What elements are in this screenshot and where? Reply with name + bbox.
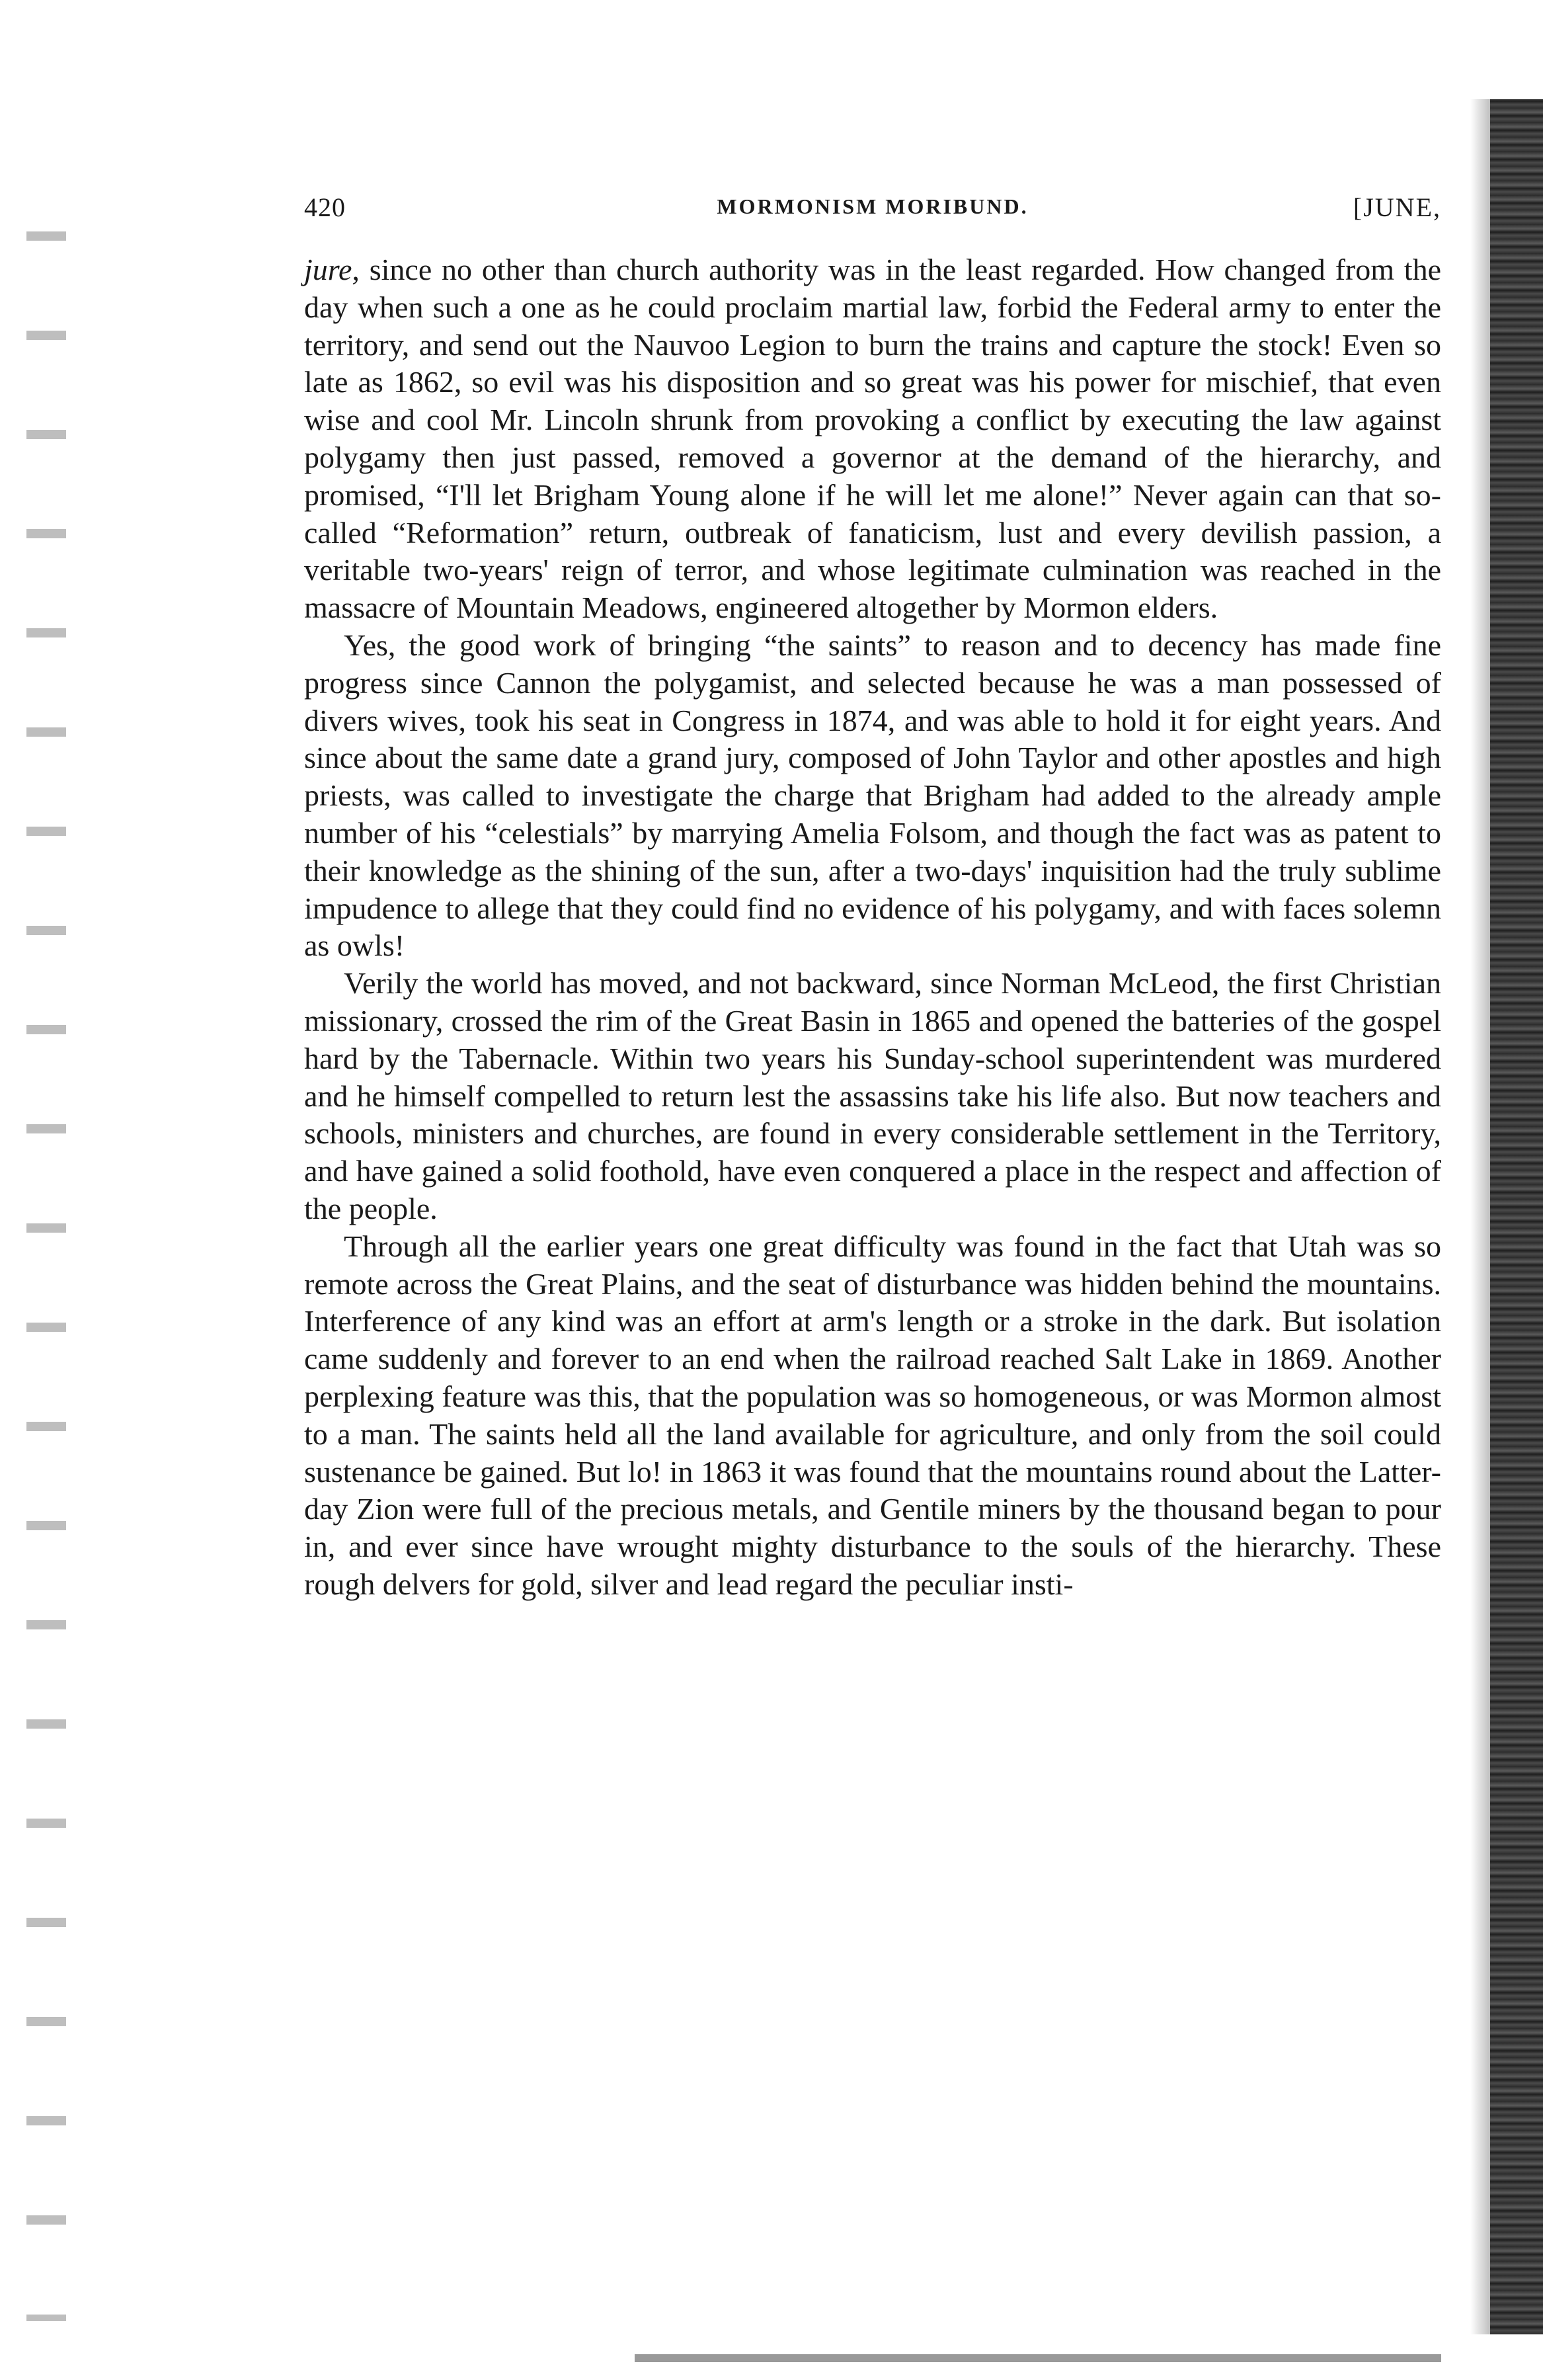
paragraph-1-text: since no other than church authority was in the least regarded. How changed from the day when such a one as he could proclaim martial law, forbid the Federal army to enter the territory, and send out the Nauvoo Legion to burn the trains and capture the stock! Even so late as 1862, so evil was his disposition and so great was his power for mischief, that even wise and cool Mr. Lincoln shrunk from provoking a conflict by executing the law against polygamy then just passed, removed a governor at the demand of the hierarchy, and promised, “I'll let Brigham Young alone if he will let me alone!” Never again can that so-called “Reformation” return, outbreak of fanaticism, lust and every devilish passion, a veritable two-years' reign of terror, and whose legitimate culmination was reached in the massacre of Mountain Meadows, engineered altogether by Mormon elders. <box>304 253 1441 625</box>
running-head-month: [JUNE, <box>1353 192 1441 222</box>
paragraph-1 <box>304 251 1441 627</box>
running-head <box>304 192 1441 231</box>
bottom-scan-rule <box>635 2354 1441 2362</box>
left-margin-artifacts <box>26 172 66 2321</box>
body-text <box>304 251 1441 1604</box>
paragraph-1-lead-italic: jure, <box>304 253 360 286</box>
paragraph-2: Yes, the good work of bringing “the saints” to reason and to decency has made fine progress since Cannon the polygamist, and selected because he was a man possessed of divers wives, took his seat in Congress in 1874, and was able to hold it for eight years. And since about the same date a grand jury, composed of John Taylor and other apostles and high priests, was called to investigate the charge that Brigham had added to the already ample number of his “celestials” by marrying Amelia Folsom, and though the fact was as patent to their knowledge as the shining of the sun, after a two-days' inquisition had the truly sublime impudence to allege that they could find no evidence of his polygamy, and with faces solemn as owls! <box>304 628 1441 963</box>
paragraph-4: Through all the earlier years one great difficulty was found in the fact that Utah was so remote across the Great Plains, and the seat of disturbance was hidden behind the mountains. Interference of any kind was an effort at arm's length or a stroke in the dark. But isolation came suddenly and forever to an end when the railroad reached Salt Lake in 1869. Another perplexing feature was this, that the population was so homogeneous, or was Mormon almost to a man. The saints held all the land available for agriculture, and only from the soil could sustenance be gained. But lo! in 1863 it was found that the mountains round about the Latter-day Zion were full of the precious metals, and Gentile miners by the thousand began to pour in, and ever since have wrought mighty disturbance to the souls of the hierarchy. These rough delvers for gold, silver and lead regard the peculiar insti- <box>304 1229 1441 1601</box>
running-title: MORMONISM MORIBUND. <box>717 194 1029 218</box>
page-number: 420 <box>304 192 346 222</box>
paragraph-3: Verily the world has moved, and not backward, since Norman McLeod, the first Christian missionary, crossed the rim of the Great Basin in 1865 and opened the batteries of the gospel hard by the Tabernacle. Within two years his Sunday-school superintendent was murdered and he himself compelled to return lest the assassins take his life also. But now teachers and schools, ministers and churches, are found in every considerable settlement in the Territory, and have gained a solid foothold, have even conquered a place in the respect and affection of the people. <box>304 966 1441 1225</box>
scan-edge-shadow <box>1490 99 1543 2334</box>
